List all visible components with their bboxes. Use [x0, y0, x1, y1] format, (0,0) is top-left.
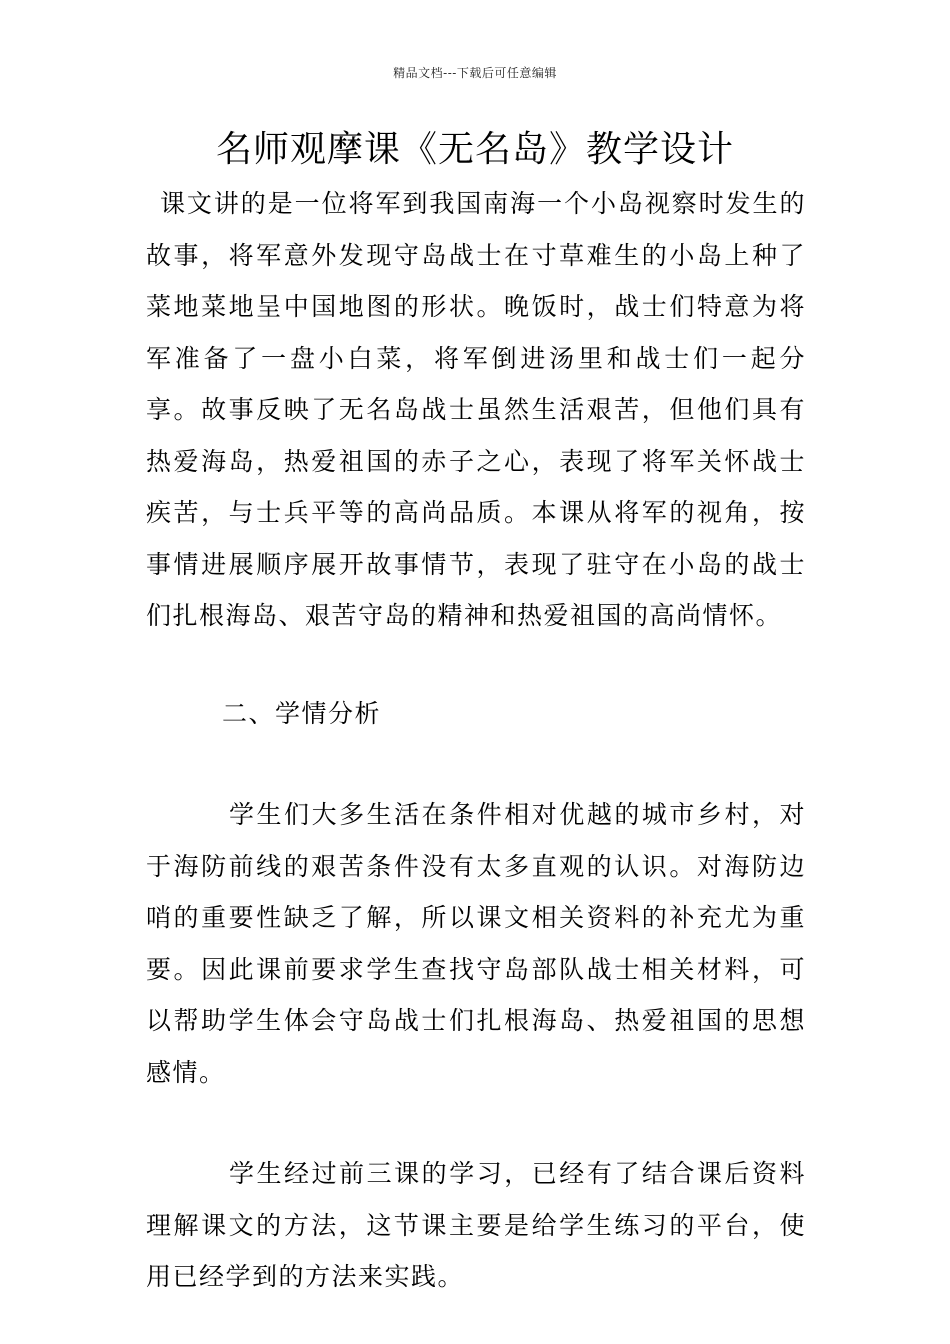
- document-body: [146, 178, 806, 1303]
- document-title: 名师观摩课《无名岛》教学设计: [215, 129, 734, 170]
- spacer: [146, 642, 806, 688]
- intro-paragraph: 课文讲的是一位将军到我国南海一个小岛视察时发生的故事，将军意外发现守岛战士在寸草难生的小岛上种了菜地菜地呈中国地图的形状。晚饭时，战士们特意为将军准备了一盘小白菜，将军倒进汤里和战士们一起分享。故事反映了无名岛战士虽然生活艰苦，但他们具有热爱海岛，热爱祖国的赤子之心，表现了将军关怀战士疾苦，与士兵平等的高尚品质。本课从将军的视角，按事情进展顺序展开故事情节，表现了驻守在小岛的战士们扎根海岛、艰苦守岛的精神和热爱祖国的高尚情怀。: [146, 189, 806, 630]
- learning-analysis-paragraph-1: 学生们大多生活在条件相对优越的城市乡村，对于海防前线的艰苦条件没有太多直观的认识。对海防边哨的重要性缺乏了解，所以课文相关资料的补充尤为重要。因此课前要求学生查找守岛部队战士相关材料，可以帮助学生体会守岛战士们扎根海岛、热爱祖国的思想感情。: [146, 800, 806, 1087]
- section-heading-learning-analysis: 二、学情分析: [222, 698, 382, 728]
- spacer: [146, 1098, 806, 1148]
- learning-analysis-paragraph-2: 学生经过前三课的学习，已经有了结合课后资料理解课文的方法，这节课主要是给学生练习的平台，使用已经学到的方法来实践。: [146, 1159, 806, 1291]
- page-header: 精品文档---下载后可任意编辑: [393, 66, 557, 80]
- spacer: [146, 739, 806, 789]
